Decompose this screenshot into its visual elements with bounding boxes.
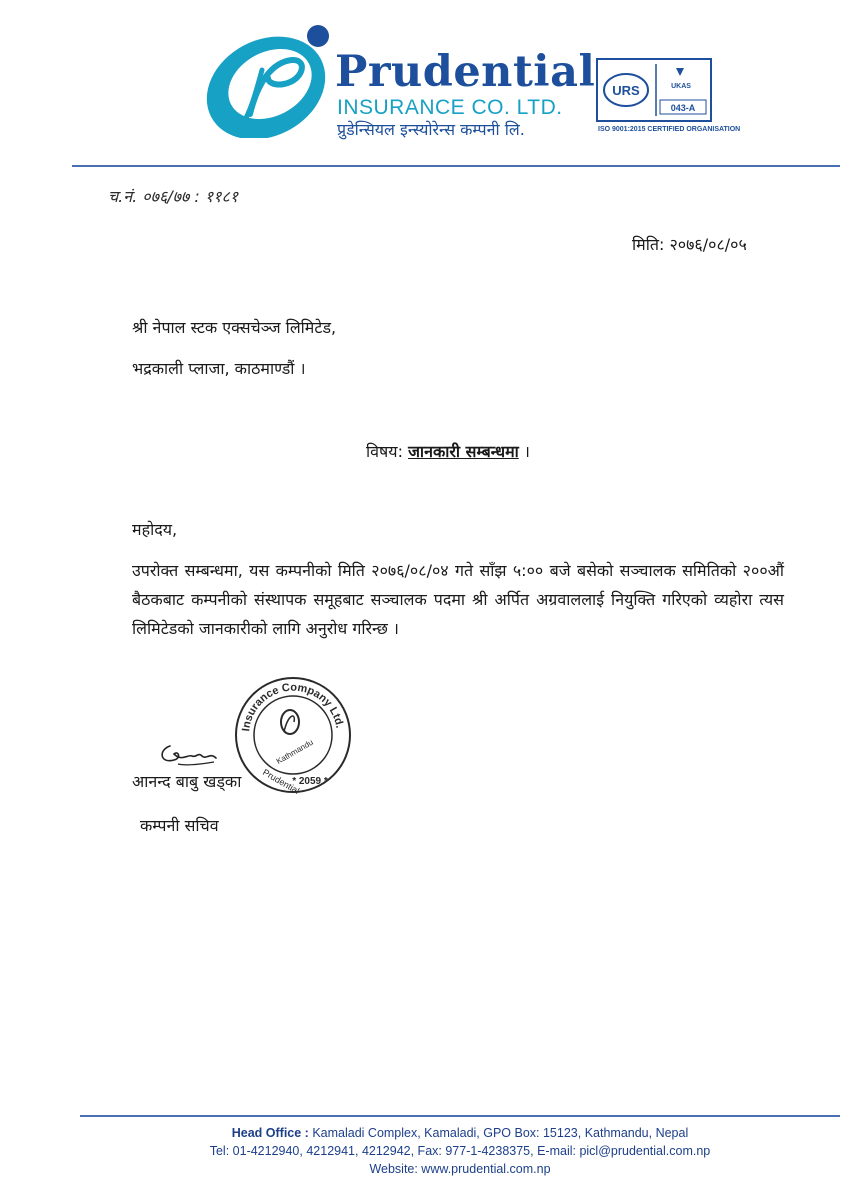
footer-address: Kamaladi Complex, Kamaladi, GPO Box: 15123, Kathmandu, Nepal xyxy=(308,1126,689,1140)
seal-year: * 2059 * xyxy=(292,776,328,787)
letter-body: उपरोक्त सम्बन्धमा, यस कम्पनीको मिति २०७६/०८/०४ गते साँझ ५:०० बजे बसेको सञ्चालक समितिको २००औं बैठकबाट कम्पनीको संस्थापक समूहबाट सञ्चालक पदमा श्री अर्पित अग्रवाललाई नियुक्ति गरिएको व्यहोरा त्यस लिमिटेडको जानकारीको लागि अनुरोध गरिन्छ । xyxy=(132,561,784,638)
footer xyxy=(120,1124,800,1178)
company-seal xyxy=(232,674,354,796)
footer-address-line xyxy=(120,1124,800,1142)
seal-top-text: Insurance Company Ltd. xyxy=(240,681,346,732)
cert-ukas-text: UKAS xyxy=(671,83,691,90)
subject-end: । xyxy=(518,442,530,461)
recipient-line-2: भद्रकाली प्लाजा, काठमाण्डौं । xyxy=(132,359,306,378)
signer-name: आनन्द बाबु खड्का xyxy=(132,772,242,791)
certification-badge xyxy=(596,58,712,122)
salutation: महोदय, xyxy=(132,520,178,539)
subject-value: जानकारी सम्बन्धमा xyxy=(408,442,519,461)
footer-website: Website: www.prudential.com.np xyxy=(369,1162,551,1176)
recipient-line-1: श्री नेपाल स्टक एक्सचेञ्ज लिमिटेड, xyxy=(132,318,337,337)
brand-subtitle: INSURANCE CO. LTD. xyxy=(337,96,563,119)
brand-nepali-name: प्रुडेन्सियल इन्स्योरेन्स कम्पनी लि. xyxy=(337,120,525,139)
subject-line xyxy=(366,440,530,462)
reference-number: च.नं. ०७६/७७ : ११८१ xyxy=(108,187,239,206)
seal-city: Kathmandu xyxy=(274,737,315,766)
company-logo xyxy=(200,22,332,138)
brand-name: Prudential xyxy=(335,47,596,97)
cert-caption: ISO 9001:2015 CERTIFIED ORGANISATION xyxy=(598,126,741,133)
seal-left-text: Prudential xyxy=(261,767,302,796)
footer-divider xyxy=(80,1115,840,1117)
footer-label: Head Office : xyxy=(231,1126,309,1140)
signer-title: कम्पनी सचिव xyxy=(140,816,219,835)
letter-date: मिति: २०७६/०८/०५ xyxy=(632,235,747,254)
footer-contact: Tel: 01-4212940, 4212941, 4212942, Fax: 977-1-4238375, E-mail: picl@prudential.com.np xyxy=(209,1144,711,1158)
header-divider xyxy=(72,165,840,167)
cert-number: 043-A xyxy=(670,103,696,113)
cert-urs-text: URS xyxy=(612,83,640,98)
subject-label: विषय: xyxy=(366,442,403,461)
